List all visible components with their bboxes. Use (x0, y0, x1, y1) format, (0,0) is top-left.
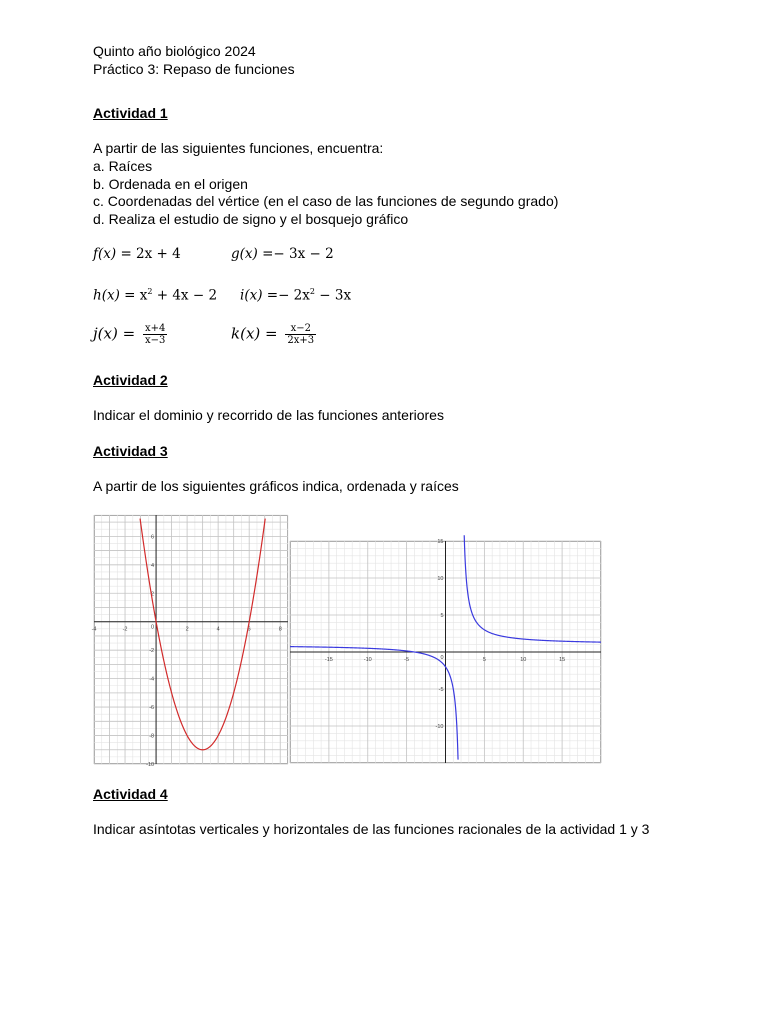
function-i-name: i(x) (240, 287, 263, 304)
y-tick-label: -6 (149, 705, 155, 712)
activity1-item-d: d. Realiza el estudio de signo y el bosquejo gráfico (93, 211, 409, 227)
activity4-heading: Actividad 4 (93, 786, 168, 802)
function-j (93, 323, 167, 346)
activity4-text: Indicar asíntotas verticales y horizontales de las funciones racionales de la actividad 1 y 3 (93, 821, 650, 837)
x-tick-label: -15 (324, 657, 333, 663)
x-tick-label: 6 (247, 626, 251, 633)
function-j-denominator: x−3 (144, 335, 166, 346)
function-k-name: k(x) (231, 324, 261, 343)
x-tick-label: -2 (122, 626, 128, 633)
y-tick-label: 5 (440, 613, 444, 619)
function-i-rhs-b: − 3x (314, 287, 352, 304)
function-i-exponent: 2 (309, 287, 315, 296)
y-tick-label: -5 (438, 687, 444, 693)
function-j-fraction (143, 323, 167, 346)
y-tick-label: -2 (149, 648, 155, 655)
activity3-heading: Actividad 3 (93, 443, 168, 459)
course-title: Quinto año biológico 2024 (93, 43, 256, 59)
function-f (93, 246, 181, 262)
origin-label: 0 (151, 624, 155, 631)
x-tick-label: 15 (559, 657, 566, 663)
y-tick-label: -8 (149, 733, 155, 740)
activity2-text: Indicar el dominio y recorrido de las funciones anteriores (93, 407, 444, 423)
function-j-eq: = (122, 324, 136, 343)
function-k (231, 323, 316, 346)
x-tick-label: -10 (363, 657, 372, 663)
function-k-numerator: x−2 (285, 323, 316, 335)
function-g (231, 246, 334, 262)
function-f-name: f(x) (93, 246, 117, 262)
activity1-intro: A partir de las siguientes funciones, encuentra: (93, 140, 384, 156)
y-tick-label: 6 (151, 534, 155, 541)
rational-graph (290, 541, 601, 763)
function-h-rhs-a: = x (124, 287, 148, 304)
x-tick-label: -5 (404, 657, 410, 663)
parabola-graph (91, 515, 288, 768)
function-j-name: j(x) (93, 324, 118, 343)
y-tick-label: -10 (146, 762, 155, 768)
x-tick-label: -4 (91, 626, 97, 633)
y-tick-label: 2 (151, 591, 155, 598)
x-tick-label: 5 (482, 657, 486, 663)
function-h-name: h(x) (93, 287, 120, 304)
function-j-numerator: x+4 (144, 323, 166, 334)
activity1-item-b: b. Ordenada en el origen (93, 176, 248, 192)
origin-label: 0 (440, 655, 444, 661)
activity1-heading: Actividad 1 (93, 105, 168, 121)
x-tick-label: 2 (185, 626, 189, 633)
function-k-denominator: 2x+3 (287, 335, 315, 346)
function-h-exponent: 2 (147, 287, 153, 296)
y-tick-label: 10 (437, 576, 444, 582)
function-g-name: g(x) (231, 246, 258, 262)
function-h-rhs-b: + 4x − 2 (152, 287, 218, 304)
function-g-rhs: =− 3x − 2 (262, 246, 334, 262)
function-i-rhs-a: =− 2x (266, 287, 310, 304)
function-k-eq: = (265, 324, 278, 343)
function-k-fraction (285, 323, 316, 346)
activity1-item-c: c. Coordenadas del vértice (en el caso de las funciones de segundo grado) (93, 193, 559, 209)
y-tick-label: -10 (435, 724, 444, 730)
graph-frame (95, 516, 288, 764)
practice-title: Práctico 3: Repaso de funciones (93, 61, 295, 77)
x-tick-label: 10 (520, 657, 527, 663)
x-tick-label: 4 (216, 626, 220, 633)
function-h (93, 287, 217, 304)
x-tick-label: 8 (278, 626, 282, 633)
function-f-rhs: = 2x + 4 (120, 246, 181, 262)
activity3-text: A partir de los siguientes gráficos indica, ordenada y raíces (93, 478, 459, 494)
y-tick-label: -4 (149, 676, 155, 683)
y-tick-label: 15 (437, 539, 444, 545)
y-tick-label: 4 (151, 562, 155, 569)
activity1-item-a: a. Raíces (93, 158, 153, 174)
activity2-heading: Actividad 2 (93, 372, 168, 388)
function-i (240, 287, 351, 304)
